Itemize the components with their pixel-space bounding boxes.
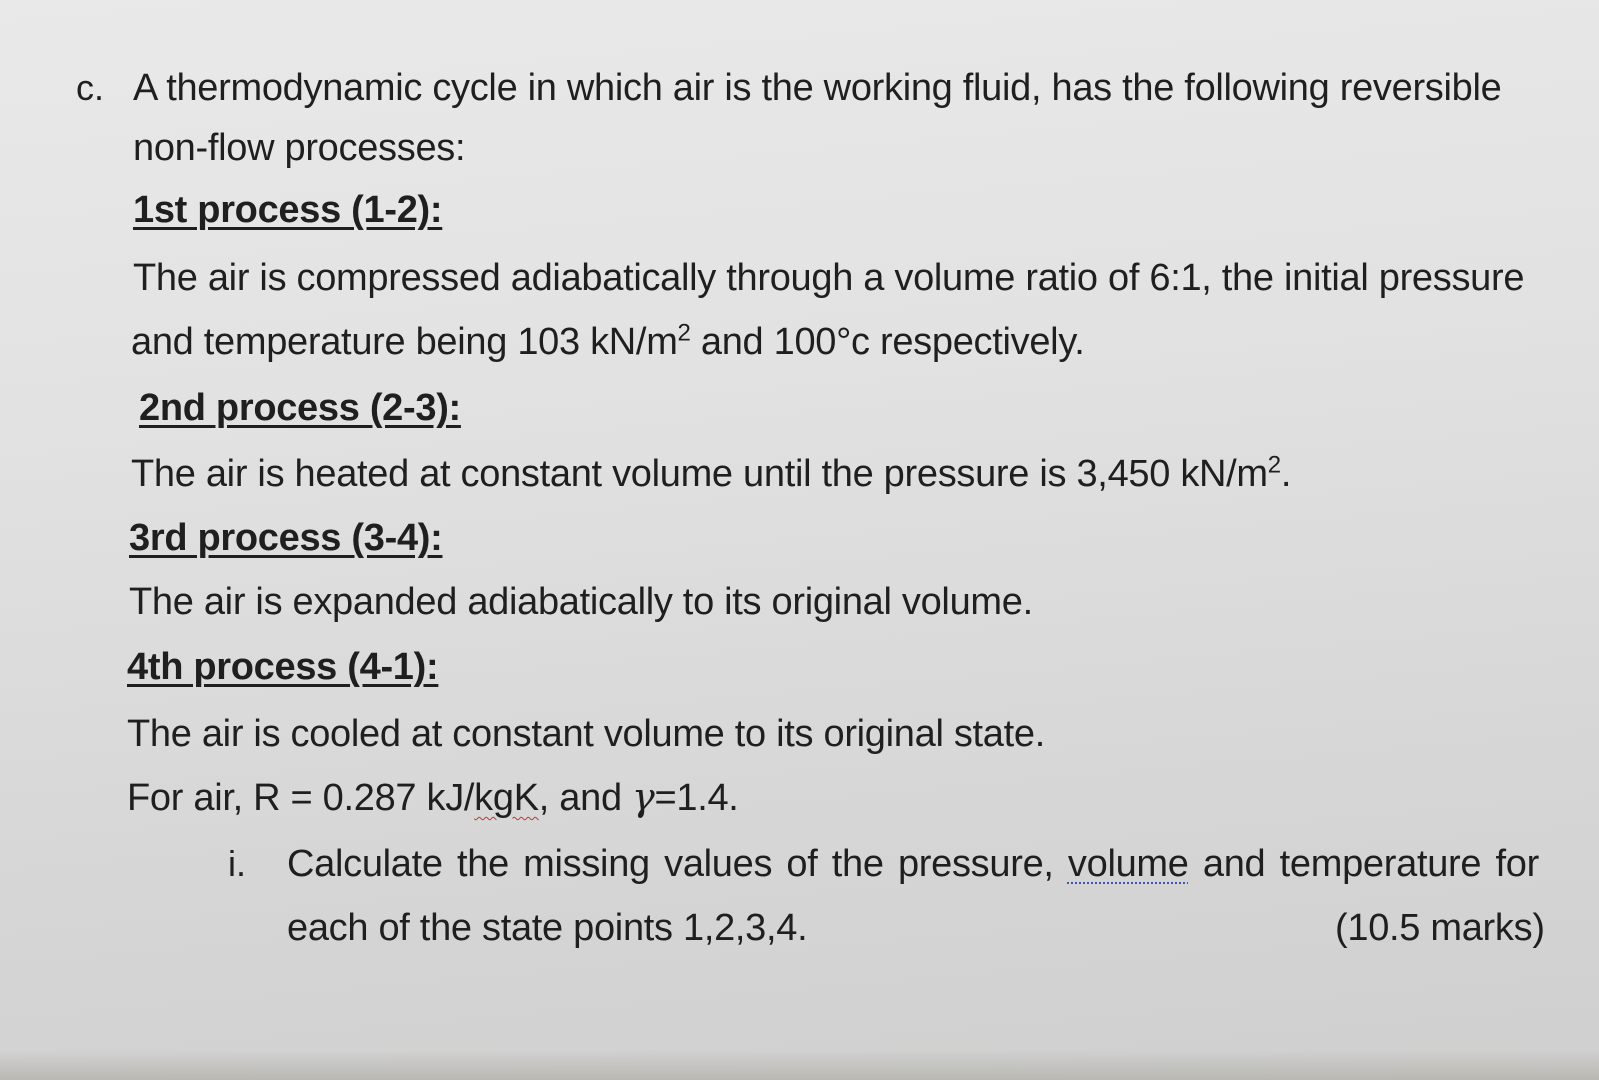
page-bottom-edge: [0, 1050, 1599, 1080]
subquestion-line1: [287, 842, 1539, 886]
process-2-heading: 2nd process (2-3):: [139, 387, 461, 429]
process-1-heading: 1st process (1-2):: [133, 189, 443, 231]
process-1-text-line1: The air is compressed adiabatically through a volume ratio of 6:1, the initial pressure: [133, 257, 1525, 299]
gamma-symbol: γ: [632, 775, 655, 819]
subquestion-line2: each of the state points 1,2,3,4.: [287, 907, 808, 949]
process-1-text-line2: [131, 320, 1084, 364]
question-intro-line2: non-flow processes:: [133, 127, 466, 169]
question-intro-line1: A thermodynamic cycle in which air is the working fluid, has the following reversible: [133, 67, 1502, 109]
volume-word: volume: [1067, 843, 1189, 885]
process-3-heading: 3rd process (3-4):: [129, 517, 443, 559]
subquestion-line1-end: and temperature for: [1188, 843, 1539, 885]
process-4-text-line1: The air is cooled at constant volume to its original state.: [127, 713, 1045, 755]
air-constants-middle: , and: [538, 777, 633, 819]
air-constants-line: [127, 775, 739, 820]
process-3-text-line1: The air is expanded adiabatically to its original volume.: [129, 581, 1033, 623]
process-4-heading: 4th process (4-1):: [127, 646, 439, 688]
process-2-text-end: .: [1280, 453, 1292, 495]
question-marker: c.: [76, 67, 105, 108]
process-2-text-main: The air is heated at constant volume until the pressure is 3,450 kN/m: [131, 453, 1268, 495]
subquestion-marker: i.: [228, 843, 246, 884]
process-2-superscript: 2: [1267, 451, 1281, 479]
air-constants-suffix: =1.4.: [654, 777, 739, 819]
process-1-text-line2-end: and 100°c respectively.: [690, 321, 1085, 363]
subquestion-line1-main: Calculate the missing values of the pressure,: [287, 843, 1068, 885]
process-2-text-line1: [131, 452, 1291, 496]
unit-kgk: kgK: [474, 777, 539, 819]
process-1-text-line2-main: and temperature being 103 kN/m: [131, 321, 678, 363]
process-1-superscript: 2: [677, 319, 691, 347]
marks-label: (10.5 marks): [1335, 907, 1545, 949]
air-constants-prefix: For air, R = 0.287 kJ/: [127, 777, 475, 819]
